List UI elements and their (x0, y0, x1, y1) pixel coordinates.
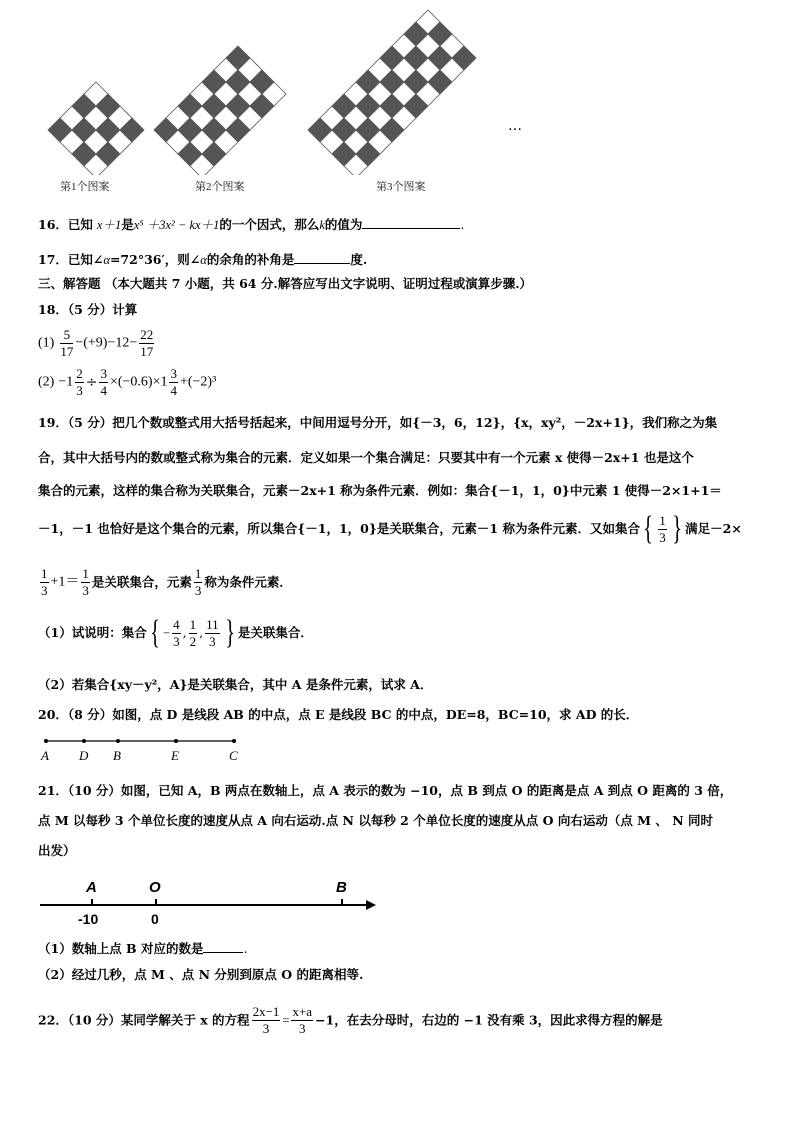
segment-point (174, 739, 178, 743)
segment-point-label: C (229, 748, 238, 763)
question-18-part2: (2) −1 $\frac{2}{3}$ ÷ $\frac{3}{4}$ ×(−0.6)×1 $\frac{3}{4}$ +(−2)³ (38, 366, 217, 398)
fraction: $\frac{1}{3}$ (194, 566, 202, 598)
answer-blank[interactable] (294, 249, 350, 264)
answer-blank[interactable] (362, 214, 460, 229)
fraction: $\frac{1}{3}$ (41, 566, 48, 598)
caption-pattern-2: 第2个图案 (195, 181, 245, 193)
segment-point-label: D (79, 748, 89, 763)
question-18-part1: (1) $\frac{5}{17}$ −(+9)−12− $\frac{22}{17}$ (38, 327, 154, 359)
fraction: $\frac{1}{3}$ (659, 512, 666, 545)
segment-point-label: A (41, 748, 49, 763)
axis-label-o: O (149, 879, 161, 896)
section-heading: 三、解答题 （本大题共 7 小题，共 64 分.解答应写出文字说明、证明过程或演算步骤.） (38, 276, 533, 291)
number-line (36, 872, 396, 932)
question-19-part2: （2）若集合{xy－y²，A}是关联集合，其中 A 是条件元素，试求 A． (38, 677, 433, 692)
fraction: $\frac{11}{3}$ (206, 616, 219, 649)
caption-pattern-3: 第3个图案 (376, 181, 426, 193)
question-17: 17．已知∠α=72°36′，则∠α的余角的补角是 度. (38, 249, 756, 269)
fraction: $\frac{4}{3}$ (173, 616, 180, 649)
fraction: $\frac{1}{2}$ (189, 616, 197, 649)
pattern-figures (0, 0, 794, 175)
axis-value-o: 0 (151, 911, 159, 927)
segment-figure (36, 734, 296, 770)
segment-point (232, 739, 236, 743)
fraction: $\frac{3}{4}$ (100, 366, 107, 398)
question-19-line3: 集合的元素，这样的集合称为关联集合，元素－2x+1 称为条件元素．例如：集合{－1，1，0}中元素 1 使得－2×1+1＝ (38, 483, 722, 498)
axis-value-a: -10 (78, 911, 99, 927)
fraction: $\frac{5}{17}$ (60, 327, 74, 359)
question-21-line2: 点 M 以每秒 3 个单位长度的速度从点 A 向右运动.点 N 以每秒 2 个单位长度的速度从点 O 向右运动（点 M 、 N 同时 (38, 813, 713, 828)
segment-point (44, 739, 48, 743)
fraction: $\frac{1}{3}$ (82, 566, 89, 598)
question-19-line5: $\frac{1}{3}$ +1＝ $\frac{1}{3}$ 是关联集合，元素 $\frac{1}{3}$ 称为条件元素． (41, 566, 292, 598)
fraction: $\frac{2x-1}{3}$ (252, 1004, 280, 1036)
fraction: $\frac{2}{3}$ (76, 366, 83, 398)
question-19-line2: 合，其中大括号内的数或整式称为集合的元素．定义如果一个集合满足：只要其中有一个元素 x 使得－2x+1 也是这个 (38, 450, 694, 465)
question-16: 16．已知 x＋1是x⁵ ＋3x² − kx＋1的一个因式，那么k的值为 . (38, 214, 756, 234)
axis-label-a: A (86, 879, 97, 896)
question-21-part2: （2）经过几秒，点 M 、点 N 分别到原点 O 的距离相等. (38, 967, 364, 982)
fraction: $\frac{x+a}{3}$ (292, 1004, 313, 1036)
caption-pattern-1: 第1个图案 (60, 181, 110, 193)
segment-point-label: E (171, 748, 179, 763)
question-22: 22．（10 分）某同学解关于 x 的方程 $\frac{2x-1}{3}$ = $\frac{x+a}{3}$ −1，在去分母时，右边的 −1 没有乘 3，因此求得方程的解是 (38, 1004, 663, 1036)
question-19-line1: 19．（5 分）把几个数或整式用大括号括起来，中间用逗号分开，如{－3，6，12}，{x，xy²，－2x+1}，我们称之为集 (38, 415, 718, 430)
question-21-part1: （1）数轴上点 B 对应的数是 . (38, 938, 756, 958)
pattern-ellipsis: … (508, 118, 522, 134)
question-21-line1: 21．（10 分）如图，已知 A，B 两点在数轴上，点 A 表示的数为 −10，点 B 到点 O 的距离是点 A 到点 O 距离的 3 倍， (38, 783, 733, 798)
segment-point-label: B (113, 748, 121, 763)
question-19-part1: （1）试说明：集合{ − $\frac{4}{3}$ , $\frac{1}{2}$ , $\frac{11}{3}$ } 是关联集合． (38, 614, 313, 651)
segment-point (82, 739, 86, 743)
question-19-line4: －1，－1 也恰好是这个集合的元素，所以集合{－1，1，0}是关联集合，元素－1 称为条件元素．又如集合{ $\frac{1}{3}$ } 满足－2× (38, 510, 742, 547)
question-20: 20．（8 分）如图，点 D 是线段 AB 的中点，点 E 是线段 BC 的中点，DE=8，BC=10，求 AD 的长． (38, 707, 639, 722)
answer-blank[interactable] (203, 938, 243, 953)
question-18-title: 18．（5 分）计算 (38, 302, 138, 317)
axis-label-b: B (336, 879, 347, 896)
segment-point (116, 739, 120, 743)
question-21-line3: 出发） (38, 843, 76, 858)
fraction: $\frac{22}{17}$ (140, 327, 154, 359)
fraction: $\frac{3}{4}$ (170, 366, 177, 398)
